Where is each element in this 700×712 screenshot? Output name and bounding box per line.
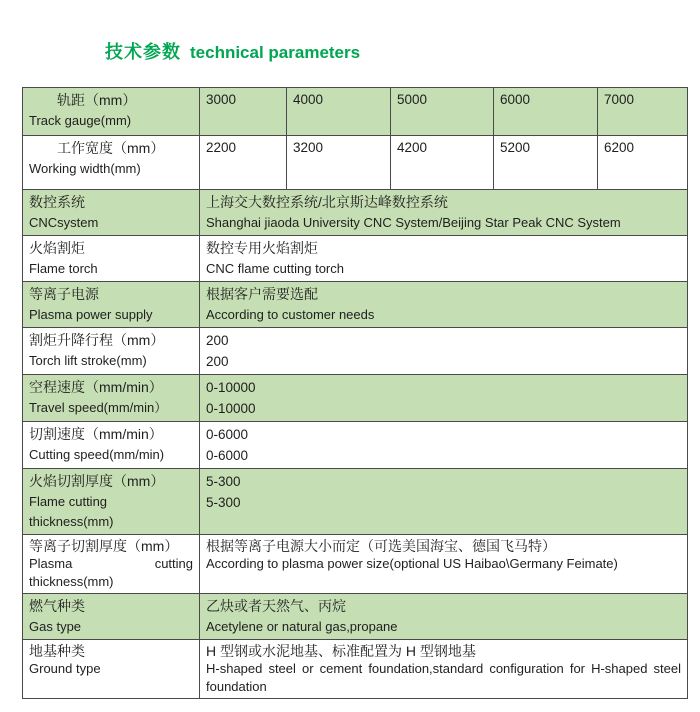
param-value-zh: 根据客户需要选配: [206, 286, 318, 302]
param-label-flame-cutting-thickness: [23, 469, 200, 535]
param-label-zh: 工作宽度（mm）: [57, 140, 165, 156]
param-label-en: Plasma power supply: [29, 307, 153, 322]
table-row-track-gauge: [23, 88, 688, 136]
param-label-zh: 切割速度（mm/min）: [29, 426, 163, 442]
table-row-ground-type: [23, 640, 688, 699]
page-title-chinese: 技术参数: [105, 42, 181, 62]
param-label-travel-speed: [23, 375, 200, 422]
param-value-travel-speed: [200, 375, 688, 422]
param-value-flame-torch: [200, 236, 688, 282]
param-value-ground-type: [200, 640, 688, 699]
param-label-zh: 等离子切割厚度（mm）: [29, 538, 179, 554]
param-label-en: Gas type: [29, 619, 82, 634]
param-label-ground-type: [23, 640, 200, 699]
param-label-zh: 数控系统: [29, 194, 85, 210]
param-label-en: Travel speed(mm/min）: [29, 400, 168, 415]
param-label-en: Torch lift stroke(mm): [29, 353, 147, 368]
param-label-zh: 轨距（mm）: [57, 92, 137, 108]
param-value-zh: 根据等离子电源大小而定（可选美国海宝、德国飞马特）: [206, 538, 556, 554]
track-gauge-value-3: 5000: [391, 88, 494, 136]
param-label-plasma-cutting-thickness: [23, 535, 200, 594]
table-row-torch-lift-stroke: [23, 328, 688, 375]
param-label-flame-torch: [23, 236, 200, 282]
param-label-track-gauge: [23, 88, 200, 136]
working-width-value-1: 2200: [200, 136, 287, 190]
table-row-flame-torch: [23, 236, 688, 282]
working-width-value-3: 4200: [391, 136, 494, 190]
param-value-line2: 0-10000: [206, 401, 256, 416]
param-value-line1: 0-10000: [206, 380, 256, 395]
working-width-value-2: 3200: [287, 136, 391, 190]
param-value-torch-lift-stroke: [200, 328, 688, 375]
param-label-working-width: [23, 136, 200, 190]
table-row-travel-speed: [23, 375, 688, 422]
table-row-cutting-speed: [23, 422, 688, 469]
param-label-en: Cutting speed(mm/min): [29, 447, 165, 462]
param-label-zh: 燃气种类: [29, 598, 85, 614]
param-value-en: Acetylene or natural gas,propane: [206, 619, 398, 634]
param-value-plasma-power-supply: [200, 282, 688, 328]
param-label-en: Working width(mm): [29, 161, 141, 176]
param-label-en: CNCsystem: [29, 215, 99, 230]
param-value-cutting-speed: [200, 422, 688, 469]
param-label-en: Ground type: [29, 661, 101, 676]
param-value-line2: 0-6000: [206, 448, 249, 463]
technical-parameters-table: [22, 87, 688, 699]
param-value-en: H-shaped steel or cement foundation,standard configuration for H-shaped steel foundation: [206, 661, 681, 694]
working-width-value-5: 6200: [598, 136, 688, 190]
param-value-en: Shanghai jiaoda University CNC System/Beijing Star Peak CNC System: [206, 215, 621, 230]
param-value-cnc-system: [200, 190, 688, 236]
param-value-en: According to plasma power size(optional US Haibao\Germany Feimate): [206, 556, 618, 571]
param-value-line1: 5-300: [206, 474, 241, 489]
table-row-working-width: [23, 136, 688, 190]
param-label-en: Flame cutting thickness(mm): [29, 494, 114, 529]
param-value-zh: 数控专用火焰割炬: [206, 240, 318, 256]
param-label-en: Plasma cutting thickness(mm): [29, 556, 193, 589]
track-gauge-value-4: 6000: [494, 88, 598, 136]
param-value-plasma-cutting-thickness: [200, 535, 688, 594]
param-label-zh: 空程速度（mm/min）: [29, 379, 163, 395]
table-row-plasma-cutting-thickness: [23, 535, 688, 594]
track-gauge-value-5: 7000: [598, 88, 688, 136]
table-row-cnc-system: [23, 190, 688, 236]
param-label-zh: 等离子电源: [29, 286, 99, 302]
param-label-en: Flame torch: [29, 261, 98, 276]
param-value-zh: H 型钢或水泥地基、标准配置为 H 型钢地基: [206, 643, 476, 659]
page-title: [105, 38, 360, 64]
param-label-torch-lift-stroke: [23, 328, 200, 375]
param-label-plasma-power-supply: [23, 282, 200, 328]
param-label-en: Track gauge(mm): [29, 113, 132, 128]
param-value-en: According to customer needs: [206, 307, 375, 322]
param-value-en: CNC flame cutting torch: [206, 261, 344, 276]
param-value-line1: 200: [206, 333, 229, 348]
param-value-line2: 200: [206, 354, 229, 369]
table-row-flame-cutting-thickness: [23, 469, 688, 535]
param-label-cutting-speed: [23, 422, 200, 469]
param-value-line1: 0-6000: [206, 427, 249, 442]
param-value-gas-type: [200, 594, 688, 640]
param-value-zh: 上海交大数控系统/北京斯达峰数控系统: [206, 194, 448, 210]
param-label-zh: 火焰割炬: [29, 240, 85, 256]
track-gauge-value-2: 4000: [287, 88, 391, 136]
page-title-english: technical parameters: [190, 43, 361, 62]
table-row-plasma-power-supply: [23, 282, 688, 328]
track-gauge-value-1: 3000: [200, 88, 287, 136]
param-label-gas-type: [23, 594, 200, 640]
param-label-zh: 割炬升降行程（mm）: [29, 332, 165, 348]
param-label-zh: 地基种类: [29, 643, 85, 659]
working-width-value-4: 5200: [494, 136, 598, 190]
param-label-cnc-system: [23, 190, 200, 236]
param-value-line2: 5-300: [206, 495, 241, 510]
param-label-zh: 火焰切割厚度（mm）: [29, 473, 165, 489]
table-row-gas-type: [23, 594, 688, 640]
param-value-zh: 乙炔或者天然气、丙烷: [206, 598, 346, 614]
param-value-flame-cutting-thickness: [200, 469, 688, 535]
